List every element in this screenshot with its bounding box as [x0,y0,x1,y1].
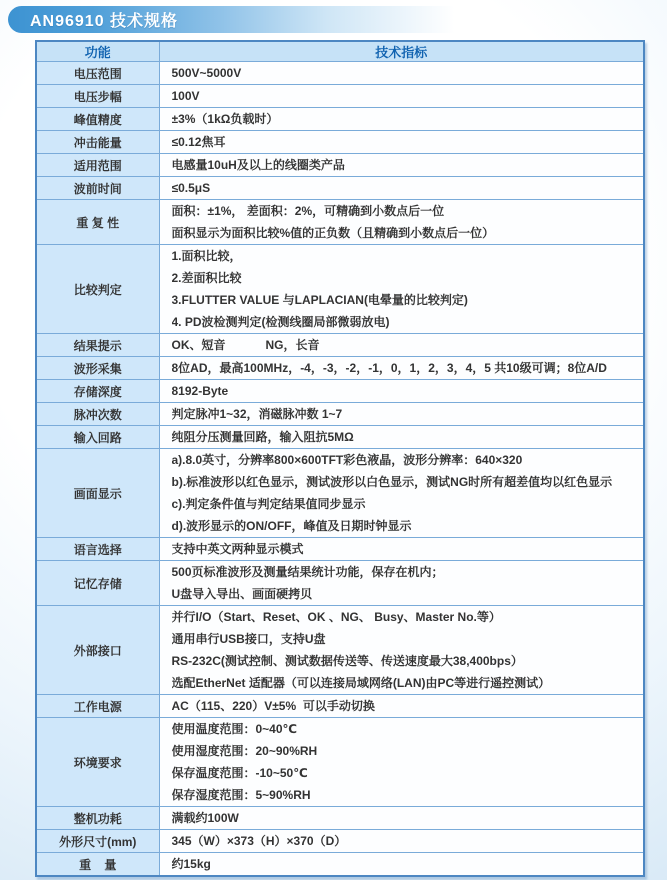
spec-label: 适用范围 [36,154,159,177]
spec-row-dimensions [36,830,644,853]
spec-value: 电感量10uH及以上的线圈类产品 [159,154,644,177]
spec-label: 结果提示 [36,334,159,357]
spec-row-input-circuit [36,426,644,449]
spec-label: 外部接口 [36,606,159,695]
spec-row-language-selection [36,538,644,561]
spec-row-voltage-range [36,62,644,85]
spec-row-pulse-count [36,403,644,426]
spec-value: 判定脉冲1~32，消磁脉冲数 1~7 [159,403,644,426]
spec-value: ≤0.5μS [159,177,644,200]
spec-label: 冲击能量 [36,131,159,154]
spec-value: 1.面积比较， 2.差面积比较 3.FLUTTER VALUE 与LAPLACIAN(电晕量的比较判定) 4. PD波检测判定(检测线圈局部微弱放电) [159,245,644,334]
spec-label: 记忆存储 [36,561,159,606]
spec-row-impact-energy [36,131,644,154]
spec-label: 整机功耗 [36,807,159,830]
spec-row-screen-display [36,449,644,538]
spec-value: 约15kg [159,853,644,877]
spec-label: 电压范围 [36,62,159,85]
spec-label: 存储深度 [36,380,159,403]
spec-row-memory-storage [36,561,644,606]
spec-table-body [36,62,644,877]
spec-value: 使用温度范围：0~40℃ 使用湿度范围：20~90%RH 保存温度范围：-10~50℃ 保存湿度范围：5~90%RH [159,718,644,807]
spec-row-environment-requirements [36,718,644,807]
spec-row-waveform-acquisition [36,357,644,380]
spec-label: 外形尺寸(mm) [36,830,159,853]
spec-label: 语言选择 [36,538,159,561]
spec-row-result-prompt [36,334,644,357]
spec-label: 脉冲次数 [36,403,159,426]
spec-label: 峰值精度 [36,108,159,131]
spec-value: 面积：±1%， 差面积：2%，可精确到小数点后一位 面积显示为面积比较%值的正负数（且精确到小数点后一位） [159,200,644,245]
spec-row-peak-accuracy [36,108,644,131]
spec-row-voltage-step [36,85,644,108]
spec-label: 重 量 [36,853,159,877]
page-title-banner [8,6,478,33]
spec-row-repeatability [36,200,644,245]
spec-label: 波形采集 [36,357,159,380]
spec-row-storage-depth [36,380,644,403]
column-header-function: 功能 [36,41,159,62]
spec-label: 工作电源 [36,695,159,718]
spec-value: OK、短音 NG，长音 [159,334,644,357]
spec-row-working-power [36,695,644,718]
spec-label: 输入回路 [36,426,159,449]
spec-label: 电压步幅 [36,85,159,108]
spec-value: 500页标准波形及测量结果统计功能，保存在机内； U盘导入导出、画面硬拷贝 [159,561,644,606]
spec-header-row [36,41,644,62]
spec-value: 并行I/O（Start、Reset、OK 、NG、 Busy、Master No.等） 通用串行USB接口，支持U盘 RS-232C(测试控制、测试数据传送等、传送速度最大38,400bps） 选配EtherNet 适配器（可以连接局域网络(LAN)由PC等进行遥控测试） [159,606,644,695]
spec-label: 波前时间 [36,177,159,200]
spec-value: 100V [159,85,644,108]
spec-value: 支持中英文两种显示模式 [159,538,644,561]
page-title: AN96910 技术规格 [30,13,179,30]
spec-row-comparison-judgment [36,245,644,334]
spec-row-weight [36,853,644,877]
spec-value: 8位AD，最高100MHz，-4，-3，-2，-1，0，1，2，3，4，5 共10级可调；8位A/D [159,357,644,380]
spec-value: 满载约100W [159,807,644,830]
spec-value: 500V~5000V [159,62,644,85]
spec-value: 8192-Byte [159,380,644,403]
spec-label: 比较判定 [36,245,159,334]
spec-value: AC（115、220）V±5% 可以手动切换 [159,695,644,718]
spec-table [35,40,645,877]
spec-label: 环境要求 [36,718,159,807]
spec-label: 画面显示 [36,449,159,538]
spec-value: ≤0.12焦耳 [159,131,644,154]
spec-row-power-consumption [36,807,644,830]
column-header-spec: 技术指标 [159,41,644,62]
spec-row-external-interface [36,606,644,695]
spec-row-wavefront-time [36,177,644,200]
spec-value: ±3%（1kΩ负载时） [159,108,644,131]
spec-value: 345（W）×373（H）×370（D） [159,830,644,853]
spec-value: 纯阻分压测量回路，输入阻抗5MΩ [159,426,644,449]
spec-label: 重 复 性 [36,200,159,245]
spec-value: a).8.0英寸，分辨率800×600TFT彩色液晶，波形分辨率：640×320 b).标准波形以红色显示，测试波形以白色显示，测试NG时所有超差值均以红色显示 c).判定条件值与判定结果值同步显示 d).波形显示的ON/OFF，峰值及日期时钟显示 [159,449,644,538]
spec-row-application-range [36,154,644,177]
